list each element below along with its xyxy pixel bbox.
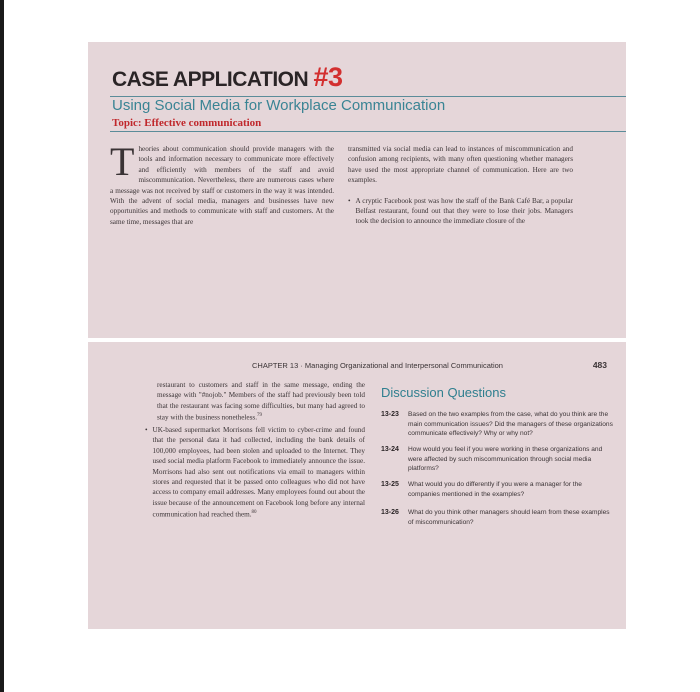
footnote-80: 80 [251, 510, 257, 516]
bullet-morrisons: • UK-based supermarket Morrisons fell victim to cyber-crime and found that the personal data it had collected, including the bank details of 100,000 employees, had been stolen and uploaded to the Internet. They used social media platform Facebook to immediately announce the issue. Morrisons had also sent out notifications via email to managers within stores and requested that it be passed onto colleagues who did not have access to company email addresses. Many employees found out about the issue because of the announcement on Facebook long before any internal communication had reached them.$^{80}$ [145, 426, 365, 519]
discussion-title: Discussion Questions [381, 385, 506, 400]
case-continued-column [145, 380, 365, 520]
case-subtitle: Using Social Media for Workplace Communication [112, 97, 446, 114]
case-number: #3 [313, 62, 343, 92]
page-number: 483 [592, 360, 607, 370]
footnote-79: 79 [257, 413, 263, 419]
left-edge-bar [0, 0, 4, 692]
intro-text-continued: transmitted via social media can lead to instances of miscommunication and confusion among recipients, with many often questioning whether managers have used the most appropriate channel of communication. Here are two examples. [348, 145, 573, 185]
bullet-bank-cafe: • A cryptic Facebook post was how the staff of the Bank Café Bar, a popular Belfast restaurant, found out that they were to lose their jobs. Managers took the decision to announce the immediate closure of the [348, 196, 573, 226]
restaurant-paragraph: restaurant to customers and staff in the same message, ending the message with "#nojob." Members of the staff had previously been told that the restaurant was facing some difficulties, but many had agreed to stay with the business nonetheless.$^{79}$ [157, 381, 365, 422]
topic-rule [110, 131, 626, 132]
question-13-26: 13-26 What do you think other managers should learn from these examples of miscommunication? [381, 509, 610, 526]
question-13-25: 13-25 What would you do differently if you were a manager for the companies mentioned in the examples? [381, 481, 582, 498]
intro-column-2 [348, 144, 573, 227]
drop-cap: T [110, 139, 135, 184]
intro-column-1 [110, 139, 334, 227]
question-13-24: 13-24 How would you feel if you were working in these organizations and were affected by such miscommunication through social media platforms? [381, 446, 603, 473]
case-title: CASE APPLICATION #3 [112, 62, 343, 92]
chapter-running-header: CHAPTER 13 · Managing Organizational and Interpersonal Communication 483 [252, 360, 607, 370]
intro-text: heories about communication should provide managers with the tools and information necessary to communicate more effectively and efficiently with members of the staff and avoid miscommunication. Nevertheless, there are numerous cases where a message was not received by staff or customers in the way it was intended. With the advent of social media, managers and businesses have new opportunities and methods to communicate with staff and customers. At the same time, messages that are [110, 145, 334, 226]
question-13-23: 13-23 Based on the two examples from the case, what do you think are the main communication issues? Did the managers of these organizations communicate effectively? Why or why not? [381, 411, 613, 438]
case-topic: Topic: Effective communication [112, 117, 262, 129]
